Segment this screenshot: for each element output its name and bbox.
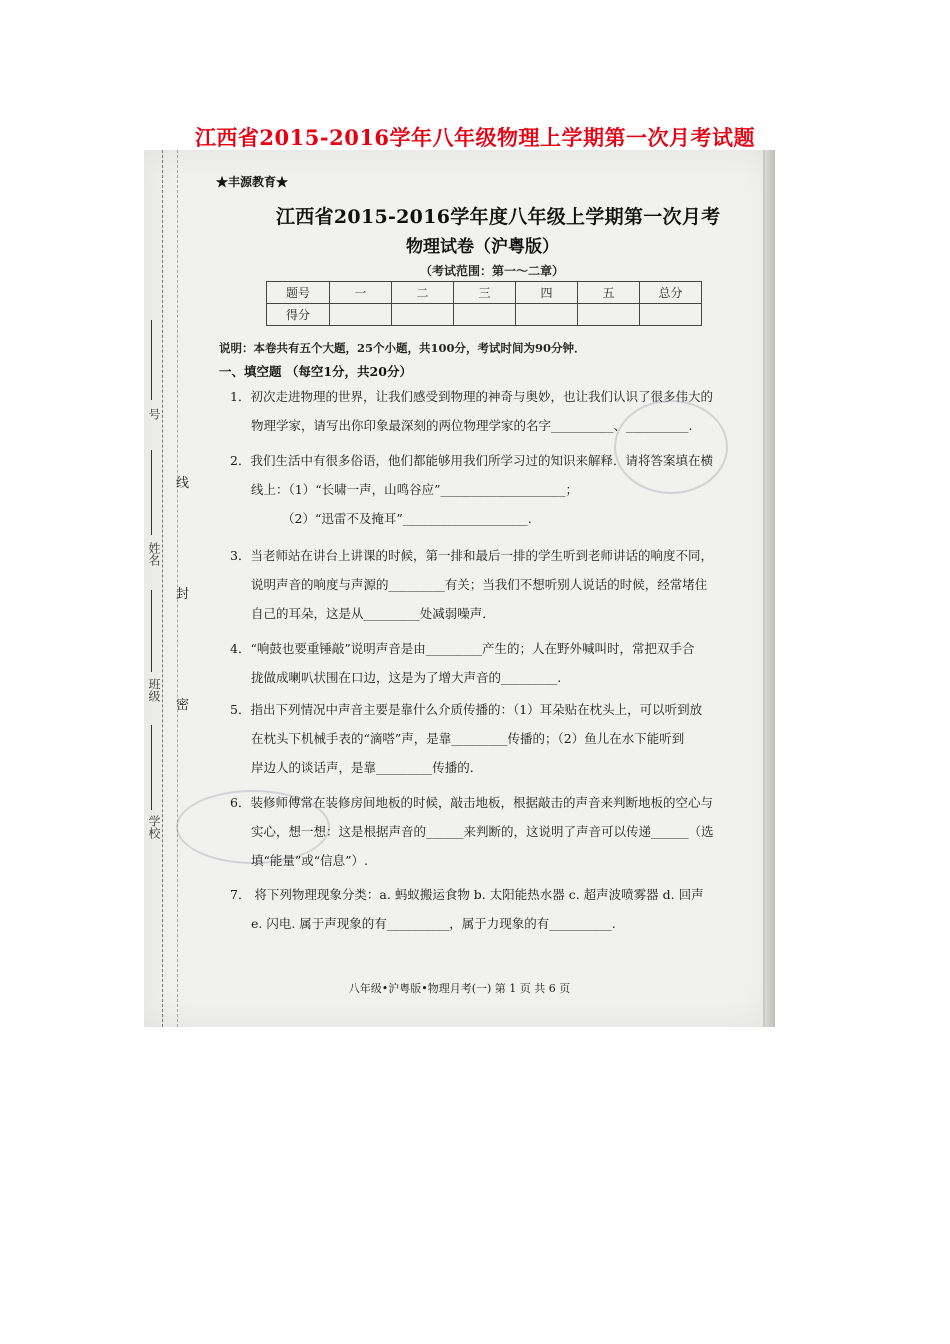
question-line: 在枕头下机械手表的“滴嗒”声，是靠_________传播的；（2）鱼儿在水下能听到 xyxy=(251,731,685,746)
margin-word-feng: 封 xyxy=(176,587,190,602)
margin-label-kaohao: 号 xyxy=(147,408,161,420)
question-line: 实心，想一想：这是根据声音的______来判断的，这说明了声音可以传递______（选 xyxy=(251,824,714,839)
margin-label-xingming: 姓名 xyxy=(147,542,161,566)
question-6 xyxy=(230,788,714,875)
question-line: 线上：（1）“长啸一声，山鸣谷应”____________________； xyxy=(251,482,578,497)
exam-title: 江西省2015-2016学年度八年级上学期第一次月考 xyxy=(276,206,721,228)
scan-page-edge-line xyxy=(763,150,765,1027)
brand-label: ★丰源教育★ xyxy=(216,175,289,189)
binding-dashed-line xyxy=(162,150,163,1027)
section-heading: 一、填空题 （每空1分，共20分） xyxy=(219,364,412,379)
question-line: e. 闪电. 属于声现象的有__________，属于力现象的有__________. xyxy=(251,916,616,931)
score-table-header-row xyxy=(267,282,702,304)
score-table-cell xyxy=(330,304,392,326)
score-table-cell: 二 xyxy=(392,282,454,304)
question-line: 7． 将下列物理现象分类：a. 蚂蚁搬运食物 b. 太阳能热水器 c. 超声波喷雾器 d. 回声 xyxy=(230,887,704,902)
margin-word-mi: 密 xyxy=(176,698,190,713)
margin-fill-line xyxy=(151,590,152,672)
scan-page-edge xyxy=(765,150,775,1027)
margin-fill-line xyxy=(151,450,152,535)
margin-label-banji: 班级 xyxy=(147,678,161,702)
question-line: 填“能量”或“信息”）. xyxy=(251,853,369,868)
margin-fill-line xyxy=(151,725,152,810)
question-2 xyxy=(230,446,713,533)
question-line: 4．“响鼓也要重锤敲”说明声音是由_________产生的；人在野外喊叫时，常把双手合 xyxy=(230,641,695,656)
question-1 xyxy=(230,382,713,440)
question-line: 说明声音的响度与声源的_________有关；当我们不想听别人说话的时候，经常堵住 xyxy=(251,577,708,592)
question-line: 拢做成喇叭状围在口边，这是为了增大声音的_________. xyxy=(251,670,562,685)
margin-word-xian: 线 xyxy=(176,476,190,491)
score-table-cell xyxy=(640,304,702,326)
score-table-cell: 得分 xyxy=(267,304,330,326)
score-table-cell xyxy=(392,304,454,326)
question-line: 自己的耳朵，这是从_________处减弱噪声． xyxy=(251,606,495,621)
question-4 xyxy=(230,634,695,692)
question-line: 2．我们生活中有很多俗语，他们都能够用我们所学习过的知识来解释．请将答案填在横 xyxy=(230,453,713,468)
question-line: 岸边人的谈话声，是靠_________传播的． xyxy=(251,760,483,775)
exam-subtitle: 物理试卷（沪粤版） xyxy=(406,237,559,257)
margin-fill-line xyxy=(151,320,152,400)
question-line: 6．装修师傅常在装修房间地板的时候，敲击地板，根据敲击的声音来判断地板的空心与 xyxy=(230,795,713,810)
score-table-cell: 题号 xyxy=(267,282,330,304)
question-3 xyxy=(230,541,713,628)
question-line: 3．当老师站在讲台上讲课的时候，第一排和最后一排的学生听到老师讲话的响度不同， xyxy=(230,548,713,563)
score-table-score-row xyxy=(267,304,702,326)
score-table-cell xyxy=(516,304,578,326)
question-line: 5．指出下列情况中声音主要是靠什么介质传播的：（1）耳朵贴在枕头上，可以听到放 xyxy=(230,702,703,717)
question-5 xyxy=(230,695,702,782)
score-table-cell: 总分 xyxy=(640,282,702,304)
score-table-cell xyxy=(578,304,640,326)
question-line: 物理学家，请写出你印象最深刻的两位物理学家的名字__________、__________. xyxy=(251,418,693,433)
exam-range: （考试范围：第一～二章） xyxy=(420,264,565,278)
score-table-cell: 一 xyxy=(330,282,392,304)
score-table-cell: 五 xyxy=(578,282,640,304)
exam-scan-image xyxy=(144,150,775,1027)
score-table-cell xyxy=(454,304,516,326)
question-7 xyxy=(230,880,704,938)
page-footer: 八年级•沪粤版•物理月考(一) 第 1 页 共 6 页 xyxy=(348,982,571,995)
score-table-cell: 四 xyxy=(516,282,578,304)
document-title: 江西省2015-2016学年八年级物理上学期第一次月考试题 xyxy=(194,125,756,150)
question-line: 1．初次走进物理的世界，让我们感受到物理的神奇与奥妙，也让我们认识了很多伟大的 xyxy=(230,389,713,404)
score-table-cell: 三 xyxy=(454,282,516,304)
score-table xyxy=(266,281,702,326)
question-line: （2）“迅雷不及掩耳”____________________. xyxy=(282,511,532,526)
exam-note: 说明：本卷共有五个大题，25个小题，共100分，考试时间为90分钟． xyxy=(219,341,586,355)
margin-label-xuexiao: 学校 xyxy=(147,815,161,839)
